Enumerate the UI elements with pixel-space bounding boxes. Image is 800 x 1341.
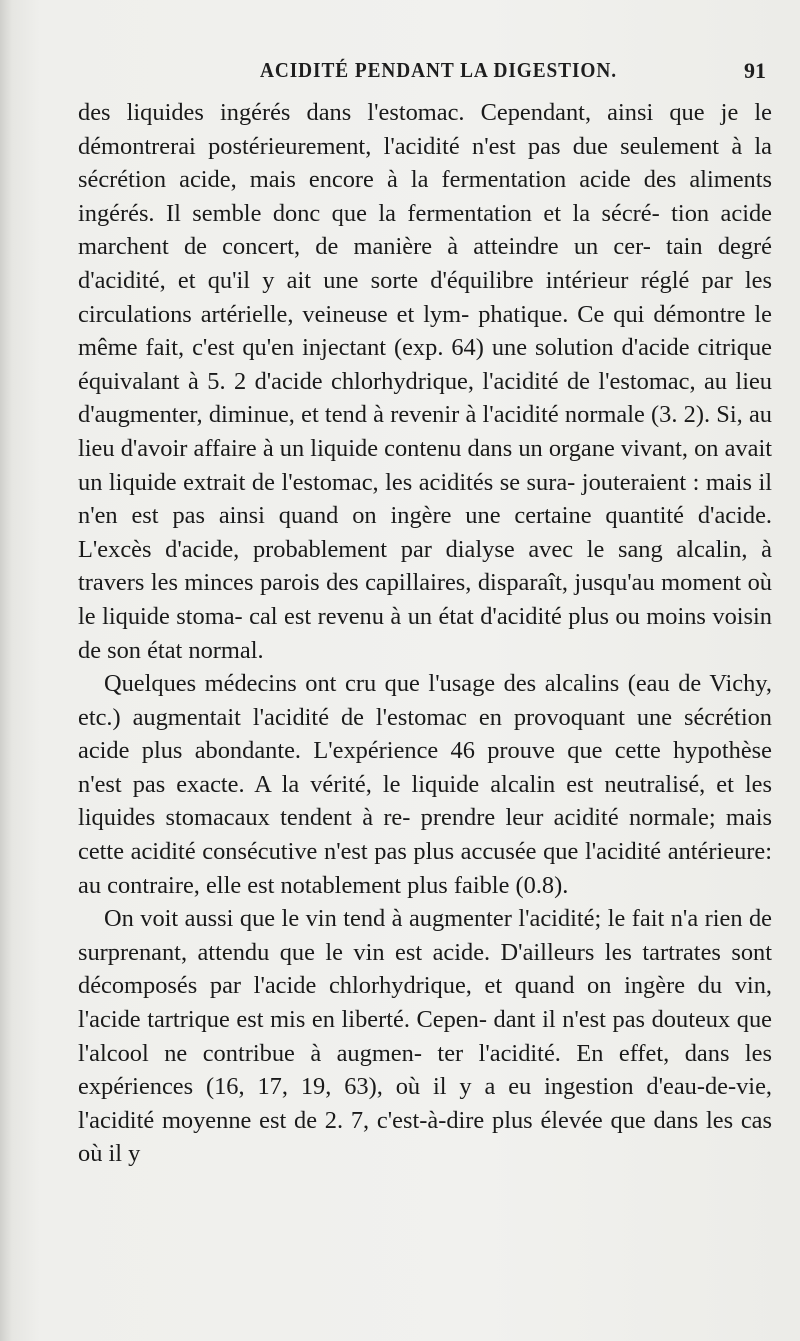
body-text bbox=[78, 96, 772, 1171]
paragraph: Quelques médecins ont cru que l'usage des alcalins (eau de Vichy, etc.) augmentait l'acidité de l'estomac en provoquant une sécrétion acide plus abondante. L'expérience 46 prouve que cette hypothèse n'est pas exacte. A la vérité, le liquide alcalin est neutralisé, et les liquides stomacaux tendent à re- prendre leur acidité normale; mais cette acidité consécutive n'est pas plus accusée que l'acidité antérieure: au contraire, elle est notablement plus faible (0.8). bbox=[78, 670, 772, 899]
paragraph: des liquides ingérés dans l'estomac. Cependant, ainsi que je le démontrerai postérieurement, l'acidité n'est pas due seulement à la sécrétion acide, mais encore à la fermentation acide des aliments ingérés. Il semble donc que la fermentation et la sécré- tion acide marchent de concert, de manière à atteindre un cer- tain degré d'acidité, et qu'il y ait une sorte d'équilibre intérieur réglé par les circulations artérielle, veineuse et lym- phatique. Ce qui démontre le même fait, c'est qu'en injectant (exp. 64) une solution d'acide citrique équivalant à 5. 2 d'acide chlorhydrique, l'acidité de l'estomac, au lieu d'augmenter, diminue, et tend à revenir à l'acidité normale (3. 2). Si, au lieu d'avoir affaire à un liquide contenu dans un organe vivant, on avait un liquide extrait de l'estomac, les acidités se sura- jouteraient : mais il n'en est pas ainsi quand on ingère une certaine quantité d'acide. L'excès d'acide, probablement par dialyse avec le sang alcalin, à travers les minces parois des capillaires, disparaît, jusqu'au moment où le liquide stoma- cal est revenu à un état d'acidité plus ou moins voisin de son état normal. bbox=[78, 99, 772, 664]
page-header bbox=[80, 58, 770, 88]
paragraph: On voit aussi que le vin tend à augmenter l'acidité; le fait n'a rien de surprenant, attendu que le vin est acide. D'ailleurs les tartrates sont décomposés par l'acide chlorhydrique, et quand on ingère du vin, l'acide tartrique est mis en liberté. Cepen- dant il n'est pas douteux que l'alcool ne contribue à augmen- ter l'acidité. En effet, dans les expériences (16, 17, 19, 63), où il y a eu ingestion d'eau-de-vie, l'acidité moyenne est de 2. 7, c'est-à-dire plus élevée que dans les cas où il y bbox=[78, 905, 772, 1168]
page-number: 91 bbox=[744, 58, 766, 83]
running-title: ACIDITÉ PENDANT LA DIGESTION. bbox=[260, 58, 617, 82]
